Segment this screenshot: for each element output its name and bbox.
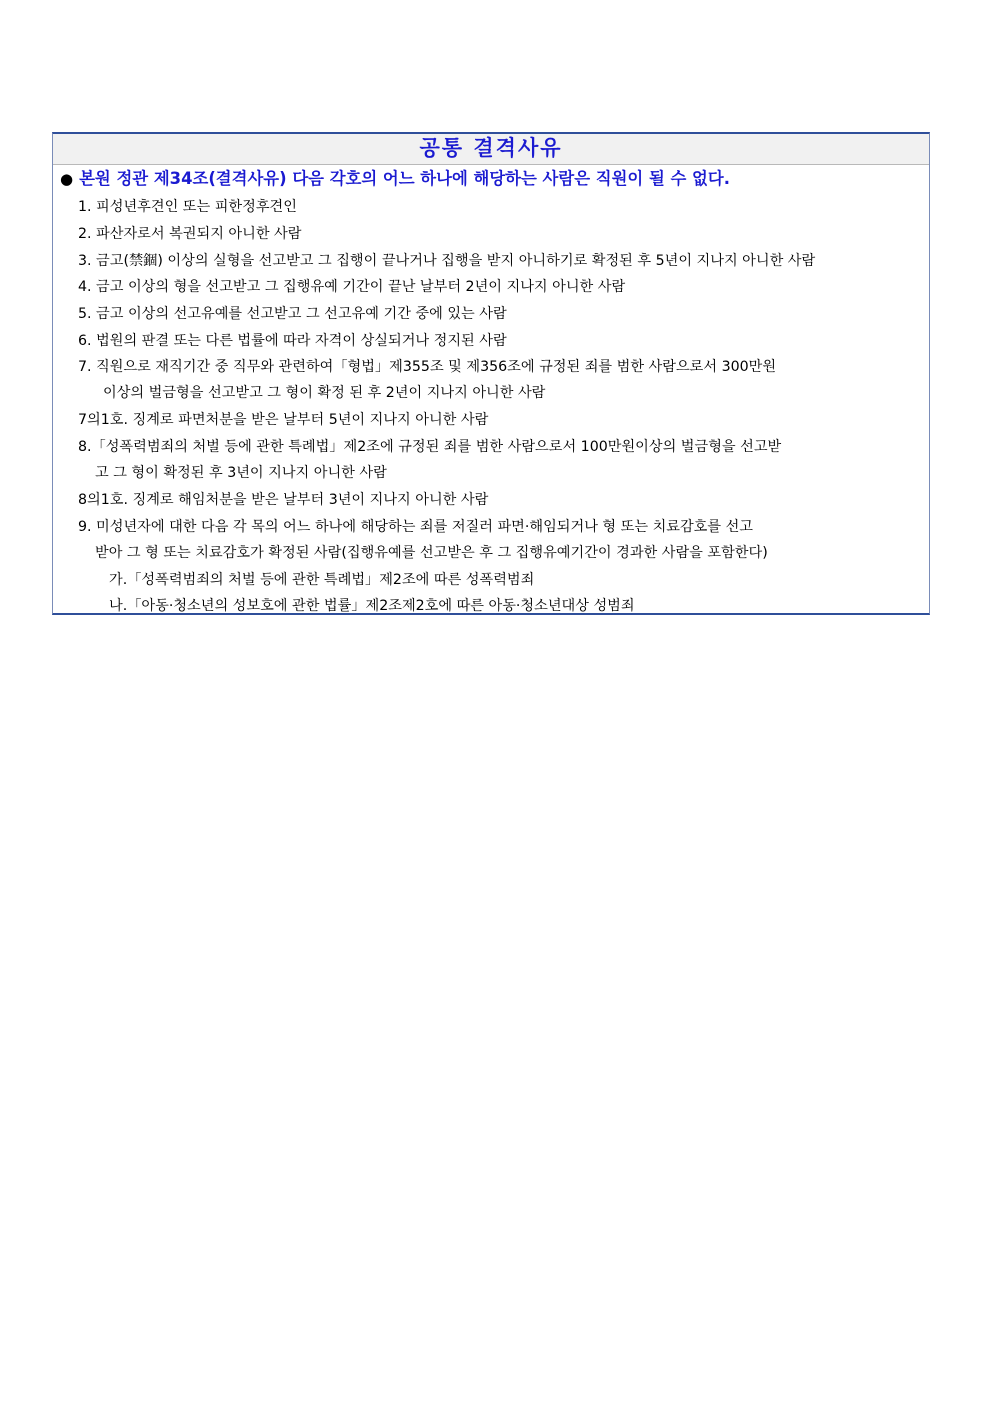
list-item: 2. 파산자로서 복권되지 아니한 사람 <box>78 226 302 242</box>
list-item: 5. 금고 이상의 선고유예를 선고받고 그 선고유예 기간 중에 있는 사람 <box>78 306 507 322</box>
bullet-icon: ● <box>60 170 74 188</box>
list-item: 7의1호. 징계로 파면처분을 받은 날부터 5년이 지나지 아니한 사람 <box>78 412 489 428</box>
sub-item: 가.「성폭력범죄의 처벌 등에 관한 특례법」제2조에 따른 성폭력범죄 <box>109 572 535 588</box>
list-item: 7. 직원으로 재직기간 중 직무와 관련하여「형법」제355조 및 제356조에 규정된 죄를 범한 사람으로서 300만원 <box>78 359 777 375</box>
intro-statement <box>60 166 730 192</box>
list-item-continuation: 받아 그 형 또는 치료감호가 확정된 사람(집행유예를 선고받은 후 그 집행유예기간이 경과한 사람을 포함한다) <box>95 545 768 561</box>
section-title: 공통 결격사유 <box>53 134 929 165</box>
sub-item: 나.「아동·청소년의 성보호에 관한 법률」제2조제2호에 따른 아동·청소년대상 성범죄 <box>109 598 635 614</box>
list-item: 8.「성폭력범죄의 처벌 등에 관한 특례법」제2조에 규정된 죄를 범한 사람으로서 100만원이상의 벌금형을 선고받 <box>78 439 782 455</box>
list-item: 4. 금고 이상의 형을 선고받고 그 집행유예 기간이 끝난 날부터 2년이 지나지 아니한 사람 <box>78 279 626 295</box>
disqualification-box <box>52 132 930 615</box>
list-item: 9. 미성년자에 대한 다음 각 목의 어느 하나에 해당하는 죄를 저질러 파면·해임되거나 형 또는 치료감호를 선고 <box>78 519 754 535</box>
list-item: 3. 금고(禁錮) 이상의 실형을 선고받고 그 집행이 끝나거나 집행을 받지 아니하기로 확정된 후 5년이 지나지 아니한 사람 <box>78 253 816 269</box>
list-item: 1. 피성년후견인 또는 피한정후견인 <box>78 199 297 215</box>
list-item: 6. 법원의 판결 또는 다른 법률에 따라 자격이 상실되거나 정지된 사람 <box>78 333 507 349</box>
list-item-continuation: 고 그 형이 확정된 후 3년이 지나지 아니한 사람 <box>95 465 387 481</box>
list-item-continuation: 이상의 벌금형을 선고받고 그 형이 확정 된 후 2년이 지나지 아니한 사람 <box>103 385 546 401</box>
list-item: 8의1호. 징계로 해임처분을 받은 날부터 3년이 지나지 아니한 사람 <box>78 492 489 508</box>
intro-text: 본원 정관 제34조(결격사유) 다음 각호의 어느 하나에 해당하는 사람은 직원이 될 수 없다. <box>79 169 730 188</box>
